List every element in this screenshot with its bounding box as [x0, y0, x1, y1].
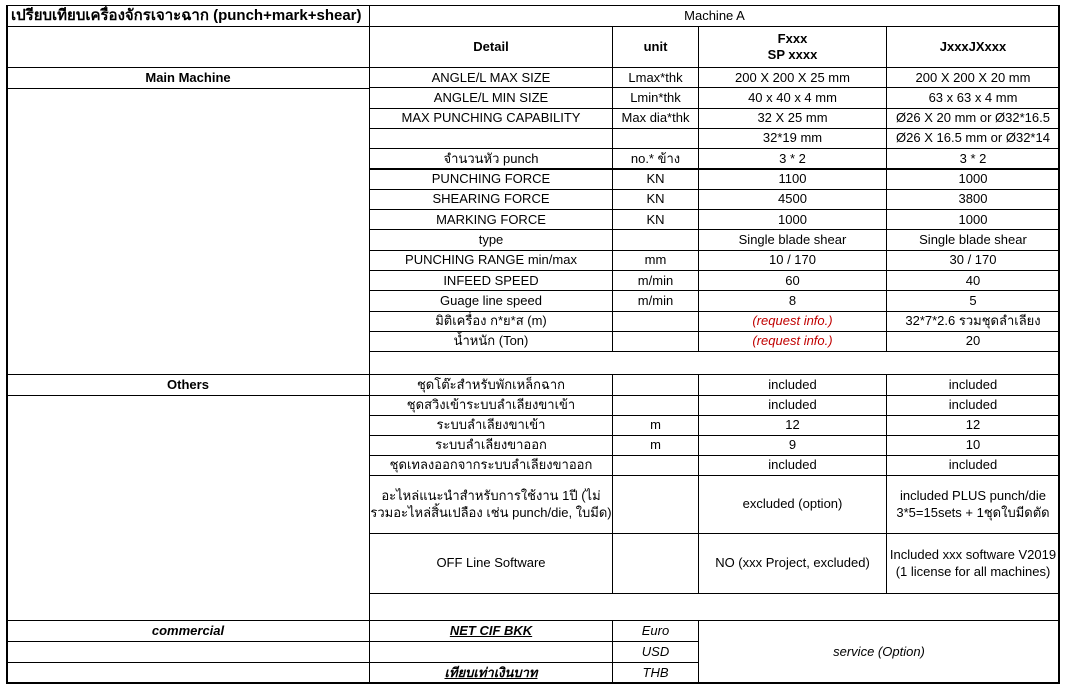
thb-label: เทียบเท่าเงินบาท: [369, 662, 613, 684]
main-row-7-unit: KN: [612, 209, 699, 230]
main-row-8-unit: [612, 229, 699, 250]
column-header-jxxx: JxxxJXxxx: [886, 26, 1060, 68]
currency-euro: Euro: [612, 620, 699, 642]
main-row-3-jxxx: Ø26 X 16.5 mm or Ø32*14: [886, 128, 1060, 149]
main-row-11-fxxx: 8: [698, 290, 887, 311]
main-row-12-jxxx: 32*7*2.6 รวมชุดลำเลียง: [886, 311, 1060, 332]
main-row-8-jxxx: Single blade shear: [886, 229, 1060, 250]
main-row-1-fxxx: 40 x 40 x 4 mm: [698, 87, 887, 108]
commercial-blank-2: [369, 641, 613, 663]
main-row-4-jxxx: 3 * 2: [886, 148, 1060, 169]
sheet-title: เปรียบเทียบเครื่องจักรเจาะฉาก (punch+mark+shear): [6, 5, 370, 27]
main-row-10-jxxx: 40: [886, 270, 1060, 291]
currency-usd: USD: [612, 641, 699, 663]
main-row-3-fxxx: 32*19 mm: [698, 128, 887, 149]
main-row-3-unit: [612, 128, 699, 149]
main-row-0-jxxx: 200 X 200 X 20 mm: [886, 67, 1060, 88]
frame-right: [1058, 5, 1060, 684]
others-row-6-jxxx: Included xxx software V2019 (1 license for all machines): [886, 533, 1060, 594]
others-row-6-unit: [612, 533, 699, 594]
column-header-fxxx-line2: SP xxxx: [767, 47, 818, 62]
main-row-7-jxxx: 1000: [886, 209, 1060, 230]
main-row-9-detail: PUNCHING RANGE min/max: [369, 250, 613, 271]
others-row-5-fxxx: excluded (option): [698, 475, 887, 534]
others-side-panel: [6, 395, 370, 621]
main-row-12-fxxx: (request info.): [698, 311, 887, 332]
others-row-6-detail: OFF Line Software: [369, 533, 613, 594]
commercial-blank-1: [6, 641, 370, 663]
others-row-6-fxxx: NO (xxx Project, excluded): [698, 533, 887, 594]
others-row-5-unit: [612, 475, 699, 534]
column-header-detail: Detail: [369, 26, 613, 68]
main-row-11-unit: m/min: [612, 290, 699, 311]
others-row-1-jxxx: included: [886, 395, 1060, 416]
others-row-2-jxxx: 12: [886, 415, 1060, 436]
others-row-1-fxxx: included: [698, 395, 887, 416]
main-row-5-unit: KN: [612, 169, 699, 190]
main-row-6-unit: KN: [612, 189, 699, 210]
main-row-10-detail: INFEED SPEED: [369, 270, 613, 291]
others-row-0-fxxx: included: [698, 374, 887, 396]
main-row-0-unit: Lmax*thk: [612, 67, 699, 88]
main-row-4-unit: no.* ข้าง: [612, 148, 699, 169]
others-row-0-detail: ชุดโต๊ะสำหรับพักเหล็กฉาก: [369, 374, 613, 396]
main-row-6-fxxx: 4500: [698, 189, 887, 210]
main-row-1-detail: ANGLE/L MIN SIZE: [369, 87, 613, 108]
main-row-12-detail: มิติเครื่อง ก*ย*ส (m): [369, 311, 613, 332]
header-blank: [6, 26, 370, 68]
others-row-2-fxxx: 12: [698, 415, 887, 436]
others-row-3-fxxx: 9: [698, 435, 887, 456]
main-row-0-fxxx: 200 X 200 X 25 mm: [698, 67, 887, 88]
main-row-10-unit: m/min: [612, 270, 699, 291]
main-row-9-fxxx: 10 / 170: [698, 250, 887, 271]
main-row-2-fxxx: 32 X 25 mm: [698, 108, 887, 129]
column-header-fxxx-line1: Fxxx: [777, 30, 808, 46]
main-row-13-unit: [612, 331, 699, 352]
others-row-4-unit: [612, 455, 699, 476]
main-row-11-detail: Guage line speed: [369, 290, 613, 311]
machine-header: Machine A: [369, 5, 1060, 27]
main-row-7-fxxx: 1000: [698, 209, 887, 230]
others-row-1-detail: ชุดสวิงเข้าระบบลำเลียงขาเข้า: [369, 395, 613, 416]
net-cif-label: NET CIF BKK: [369, 620, 613, 642]
main-machine-side-panel: [6, 88, 370, 375]
others-row-2-detail: ระบบลำเลียงขาเข้า: [369, 415, 613, 436]
service-option: service (Option): [698, 620, 1060, 684]
main-row-5-fxxx: 1100: [698, 169, 887, 190]
main-row-0-detail: ANGLE/L MAX SIZE: [369, 67, 613, 88]
currency-thb: THB: [612, 662, 699, 684]
main-row-6-jxxx: 3800: [886, 189, 1060, 210]
main-row-9-unit: mm: [612, 250, 699, 271]
column-header-fxxx: [698, 26, 887, 68]
main-machine-label: Main Machine: [6, 67, 370, 89]
main-row-13-detail: น้ำหนัก (Ton): [369, 331, 613, 352]
main-row-13-fxxx: (request info.): [698, 331, 887, 352]
main-row-8-detail: type: [369, 229, 613, 250]
column-header-unit: unit: [612, 26, 699, 68]
others-row-0-unit: [612, 374, 699, 396]
main-row-8-fxxx: Single blade shear: [698, 229, 887, 250]
others-row-3-jxxx: 10: [886, 435, 1060, 456]
main-row-2-detail: MAX PUNCHING CAPABILITY: [369, 108, 613, 129]
main-row-11-jxxx: 5: [886, 290, 1060, 311]
main-row-9-jxxx: 30 / 170: [886, 250, 1060, 271]
main-row-1-unit: Lmin*thk: [612, 87, 699, 108]
commercial-label: commercial: [6, 620, 370, 642]
others-row-4-fxxx: included: [698, 455, 887, 476]
others-row-5-detail: อะไหล่แนะนำสำหรับการใช้งาน 1ปี (ไม่รวมอะไหล่สิ้นเปลือง เช่น punch/die, ใบมีด): [369, 475, 613, 534]
others-row-2-unit: m: [612, 415, 699, 436]
others-row-4-detail: ชุดเทลงออกจากระบบลำเลียงขาออก: [369, 455, 613, 476]
others-row-4-jxxx: included: [886, 455, 1060, 476]
main-row-2-jxxx: Ø26 X 20 mm or Ø32*16.5: [886, 108, 1060, 129]
main-row-4-fxxx: 3 * 2: [698, 148, 887, 169]
main-row-5-jxxx: 1000: [886, 169, 1060, 190]
main-row-10-fxxx: 60: [698, 270, 887, 291]
others-row-0-jxxx: included: [886, 374, 1060, 396]
main-row-7-detail: MARKING FORCE: [369, 209, 613, 230]
frame-bottom: [6, 682, 1060, 684]
main-row-5-detail: PUNCHING FORCE: [369, 169, 613, 190]
others-label: Others: [6, 374, 370, 396]
main-row-3-detail: [369, 128, 613, 149]
main-row-12-unit: [612, 311, 699, 332]
others-row-1-unit: [612, 395, 699, 416]
others-row-3-detail: ระบบลำเลียงขาออก: [369, 435, 613, 456]
main-row-4-detail: จำนวนหัว punch: [369, 148, 613, 169]
others-row-3-unit: m: [612, 435, 699, 456]
commercial-blank-3: [6, 662, 370, 684]
main-row-13-jxxx: 20: [886, 331, 1060, 352]
main-row-1-jxxx: 63 x 63 x 4 mm: [886, 87, 1060, 108]
main-row-6-detail: SHEARING FORCE: [369, 189, 613, 210]
others-row-5-jxxx: included PLUS punch/die 3*5=15sets + 1ชุดใบมีดตัด: [886, 475, 1060, 534]
main-row-2-unit: Max dia*thk: [612, 108, 699, 129]
